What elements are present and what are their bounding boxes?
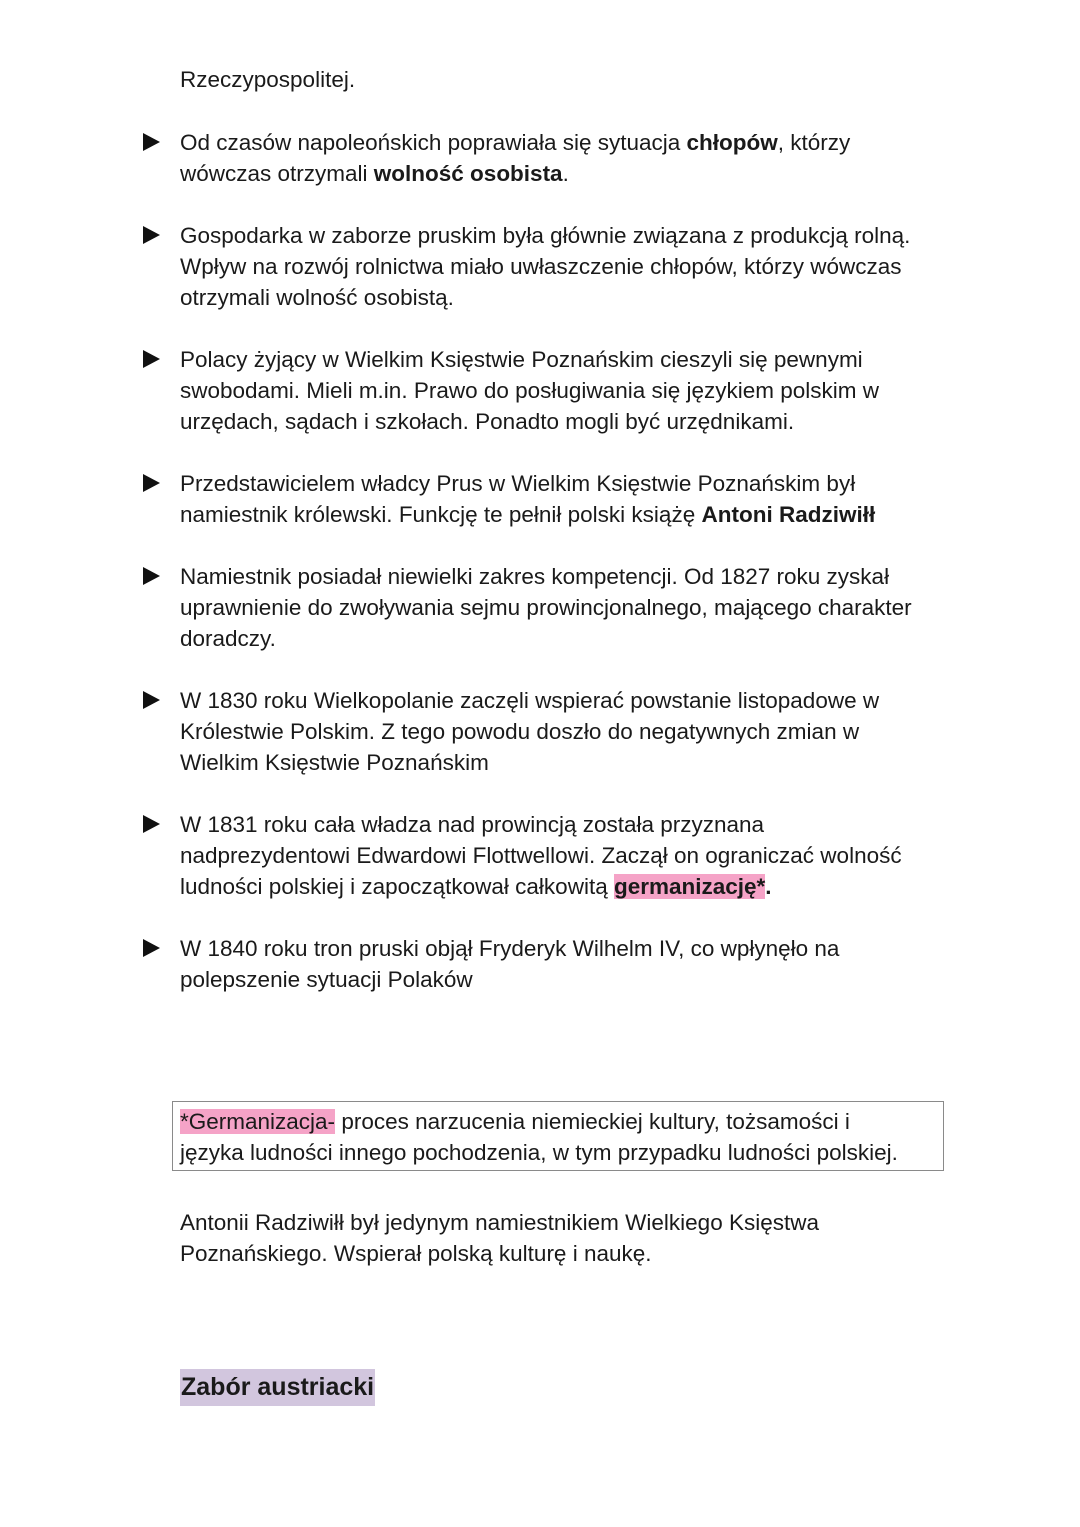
bullet-5-line-2: uprawnienie do zwoływania sejmu prowincjonalnego, mającego charakter [180,595,912,620]
bullet-3-line-1: Polacy żyjący w Wielkim Księstwie Poznańskim cieszyli się pewnymi [180,347,863,372]
bullet-2-line-2: Wpływ na rozwój rolnictwa miało uwłaszczenie chłopów, którzy wówczas [180,254,902,279]
bullet-3-line-3: urzędach, sądach i szkołach. Ponadto mogli być urzędnikami. [180,409,795,434]
note-line-1: Antonii Radziwiłł był jedynym namiestnikiem Wielkiego Księstwa [180,1210,819,1235]
bullet-8-line-2: polepszenie sytuacji Polaków [180,967,473,992]
bullet-1-line-1: Od czasów napoleońskich poprawiała się sytuacja chłopów, którzy [180,130,851,155]
definition-line-1: *Germanizacja- proces narzucenia niemieckiej kultury, tożsamości i [180,1109,850,1134]
bullet-arrow-icon [143,815,160,833]
section-heading: Zabór austriacki [180,1369,375,1406]
germanizacja-highlight: germanizację* [613,874,766,899]
bullet-3-line-2: swobodami. Mieli m.in. Prawo do posługiwania się językiem polskim w [180,378,880,403]
bullet-6-line-3: Wielkim Księstwie Poznańskim [180,750,489,775]
bullet-arrow-icon [143,350,160,368]
bullet-7-line-3: ludności polskiej i zapoczątkował całkowitą germanizację*. [180,874,772,899]
bullet-arrow-icon [143,691,160,709]
bullet-arrow-icon [143,939,160,957]
bullet-1-line-2: wówczas otrzymali wolność osobista. [180,161,569,186]
bullet-6-line-1: W 1830 roku Wielkopolanie zaczęli wspierać powstanie listopadowe w [180,688,880,713]
bullet-8-line-1: W 1840 roku tron pruski objął Fryderyk Wilhelm IV, co wpłynęło na [180,936,840,961]
intro-line: Rzeczypospolitej. [180,67,356,92]
bullet-5-line-1: Namiestnik posiadał niewielki zakres kompetencji. Od 1827 roku zyskał [180,564,890,589]
bullet-arrow-icon [143,474,160,492]
bullet-arrow-icon [143,567,160,585]
bullet-7-line-1: W 1831 roku cała władza nad prowincją została przyznana [180,812,765,837]
note-line-2: Poznańskiego. Wspierał polską kulturę i naukę. [180,1241,652,1266]
definition-term: *Germanizacja- [180,1109,336,1134]
definition-line-2: języka ludności innego pochodzenia, w tym przypadku ludności polskiej. [180,1140,898,1165]
bullet-4-line-2: namiestnik królewski. Funkcję te pełnił polski książę Antoni Radziwiłł [180,502,876,527]
bullet-5-line-3: doradczy. [180,626,276,651]
bullet-4-line-1: Przedstawicielem władcy Prus w Wielkim Księstwie Poznańskim był [180,471,856,496]
bullet-2-line-1: Gospodarka w zaborze pruskim była głównie związana z produkcją rolną. [180,223,911,248]
bullet-7-line-2: nadprezydentowi Edwardowi Flottwellowi. Zaczął on ograniczać wolność [180,843,902,868]
bullet-6-line-2: Królestwie Polskim. Z tego powodu doszło do negatywnych zmian w [180,719,860,744]
bullet-arrow-icon [143,226,160,244]
bullet-2-line-3: otrzymali wolność osobistą. [180,285,454,310]
bullet-arrow-icon [143,133,160,151]
